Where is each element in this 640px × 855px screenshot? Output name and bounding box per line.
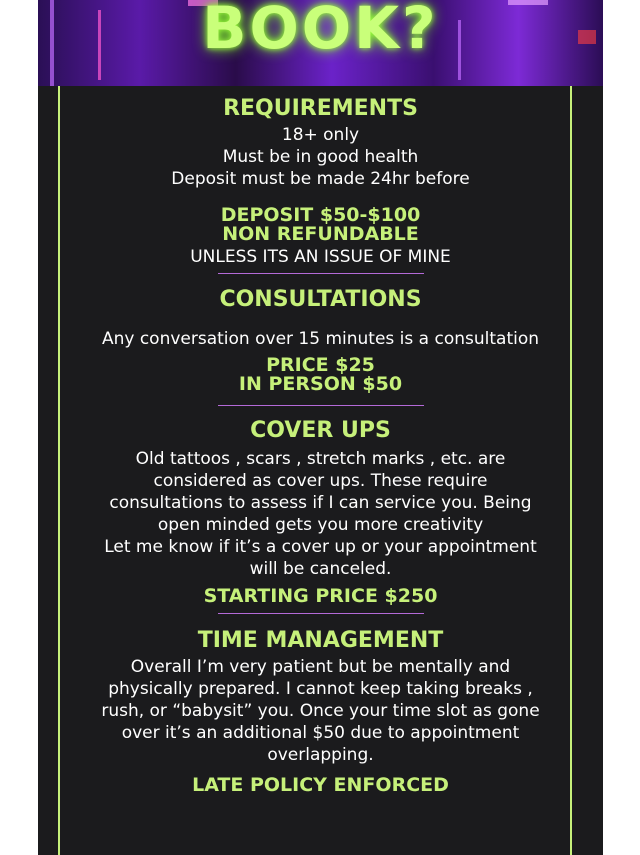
deposit-section bbox=[38, 206, 603, 274]
deposit-note: UNLESS ITS AN ISSUE OF MINE bbox=[190, 247, 451, 267]
consultations-section bbox=[38, 287, 603, 406]
header-banner-image bbox=[38, 0, 603, 86]
cover-ups-text-line: open minded gets you more creativity bbox=[157, 515, 484, 535]
time-management-text-line: physically prepared. I cannot keep taking breaks , bbox=[108, 679, 533, 699]
booking-info-card bbox=[38, 0, 603, 855]
consultations-text: Any conversation over 15 minutes is a consultation bbox=[101, 329, 540, 349]
main-content bbox=[38, 86, 603, 795]
banner-title: BOOK? bbox=[202, 0, 439, 62]
cover-ups-text-line: considered as cover ups. These require bbox=[153, 471, 488, 491]
time-management-text-line: overlapping. bbox=[267, 745, 374, 765]
requirement-item: Must be in good health bbox=[222, 147, 419, 167]
cover-ups-text-line: Let me know if it’s a cover up or your appointment bbox=[104, 537, 537, 557]
requirement-item: Deposit must be made 24hr before bbox=[171, 169, 470, 189]
cover-ups-heading: COVER UPS bbox=[250, 418, 391, 443]
time-management-text-line: Overall I’m very patient but be mentally and bbox=[130, 657, 511, 677]
time-management-text-line: rush, or “babysit” you. Once your time slot as gone bbox=[101, 701, 540, 721]
cover-ups-section bbox=[38, 418, 603, 614]
time-management-text-line: over it’s an additional $50 due to appointment bbox=[121, 723, 520, 743]
cover-ups-text-line: Old tattoos , scars , stretch marks , etc. are bbox=[135, 449, 506, 469]
time-management-heading: TIME MANAGEMENT bbox=[197, 628, 444, 653]
section-divider bbox=[218, 405, 424, 406]
cover-ups-text-line: consultations to assess if I can service you. Being bbox=[109, 493, 532, 513]
consultation-in-person-price: IN PERSON $50 bbox=[238, 373, 403, 395]
section-divider bbox=[218, 613, 424, 614]
deposit-non-refundable: NON REFUNDABLE bbox=[222, 223, 419, 245]
deposit-amount: DEPOSIT $50-$100 bbox=[220, 204, 421, 226]
consultations-heading: CONSULTATIONS bbox=[219, 287, 422, 312]
time-management-section bbox=[38, 628, 603, 795]
cover-ups-price: STARTING PRICE $250 bbox=[203, 585, 438, 607]
requirements-heading: REQUIREMENTS bbox=[223, 96, 418, 121]
consultation-price: PRICE $25 bbox=[266, 354, 375, 376]
requirement-item: 18+ only bbox=[281, 125, 360, 145]
late-policy-notice: LATE POLICY ENFORCED bbox=[192, 774, 449, 796]
cover-ups-text-line: will be canceled. bbox=[249, 559, 392, 579]
section-divider bbox=[218, 273, 424, 274]
requirements-section bbox=[38, 86, 603, 190]
